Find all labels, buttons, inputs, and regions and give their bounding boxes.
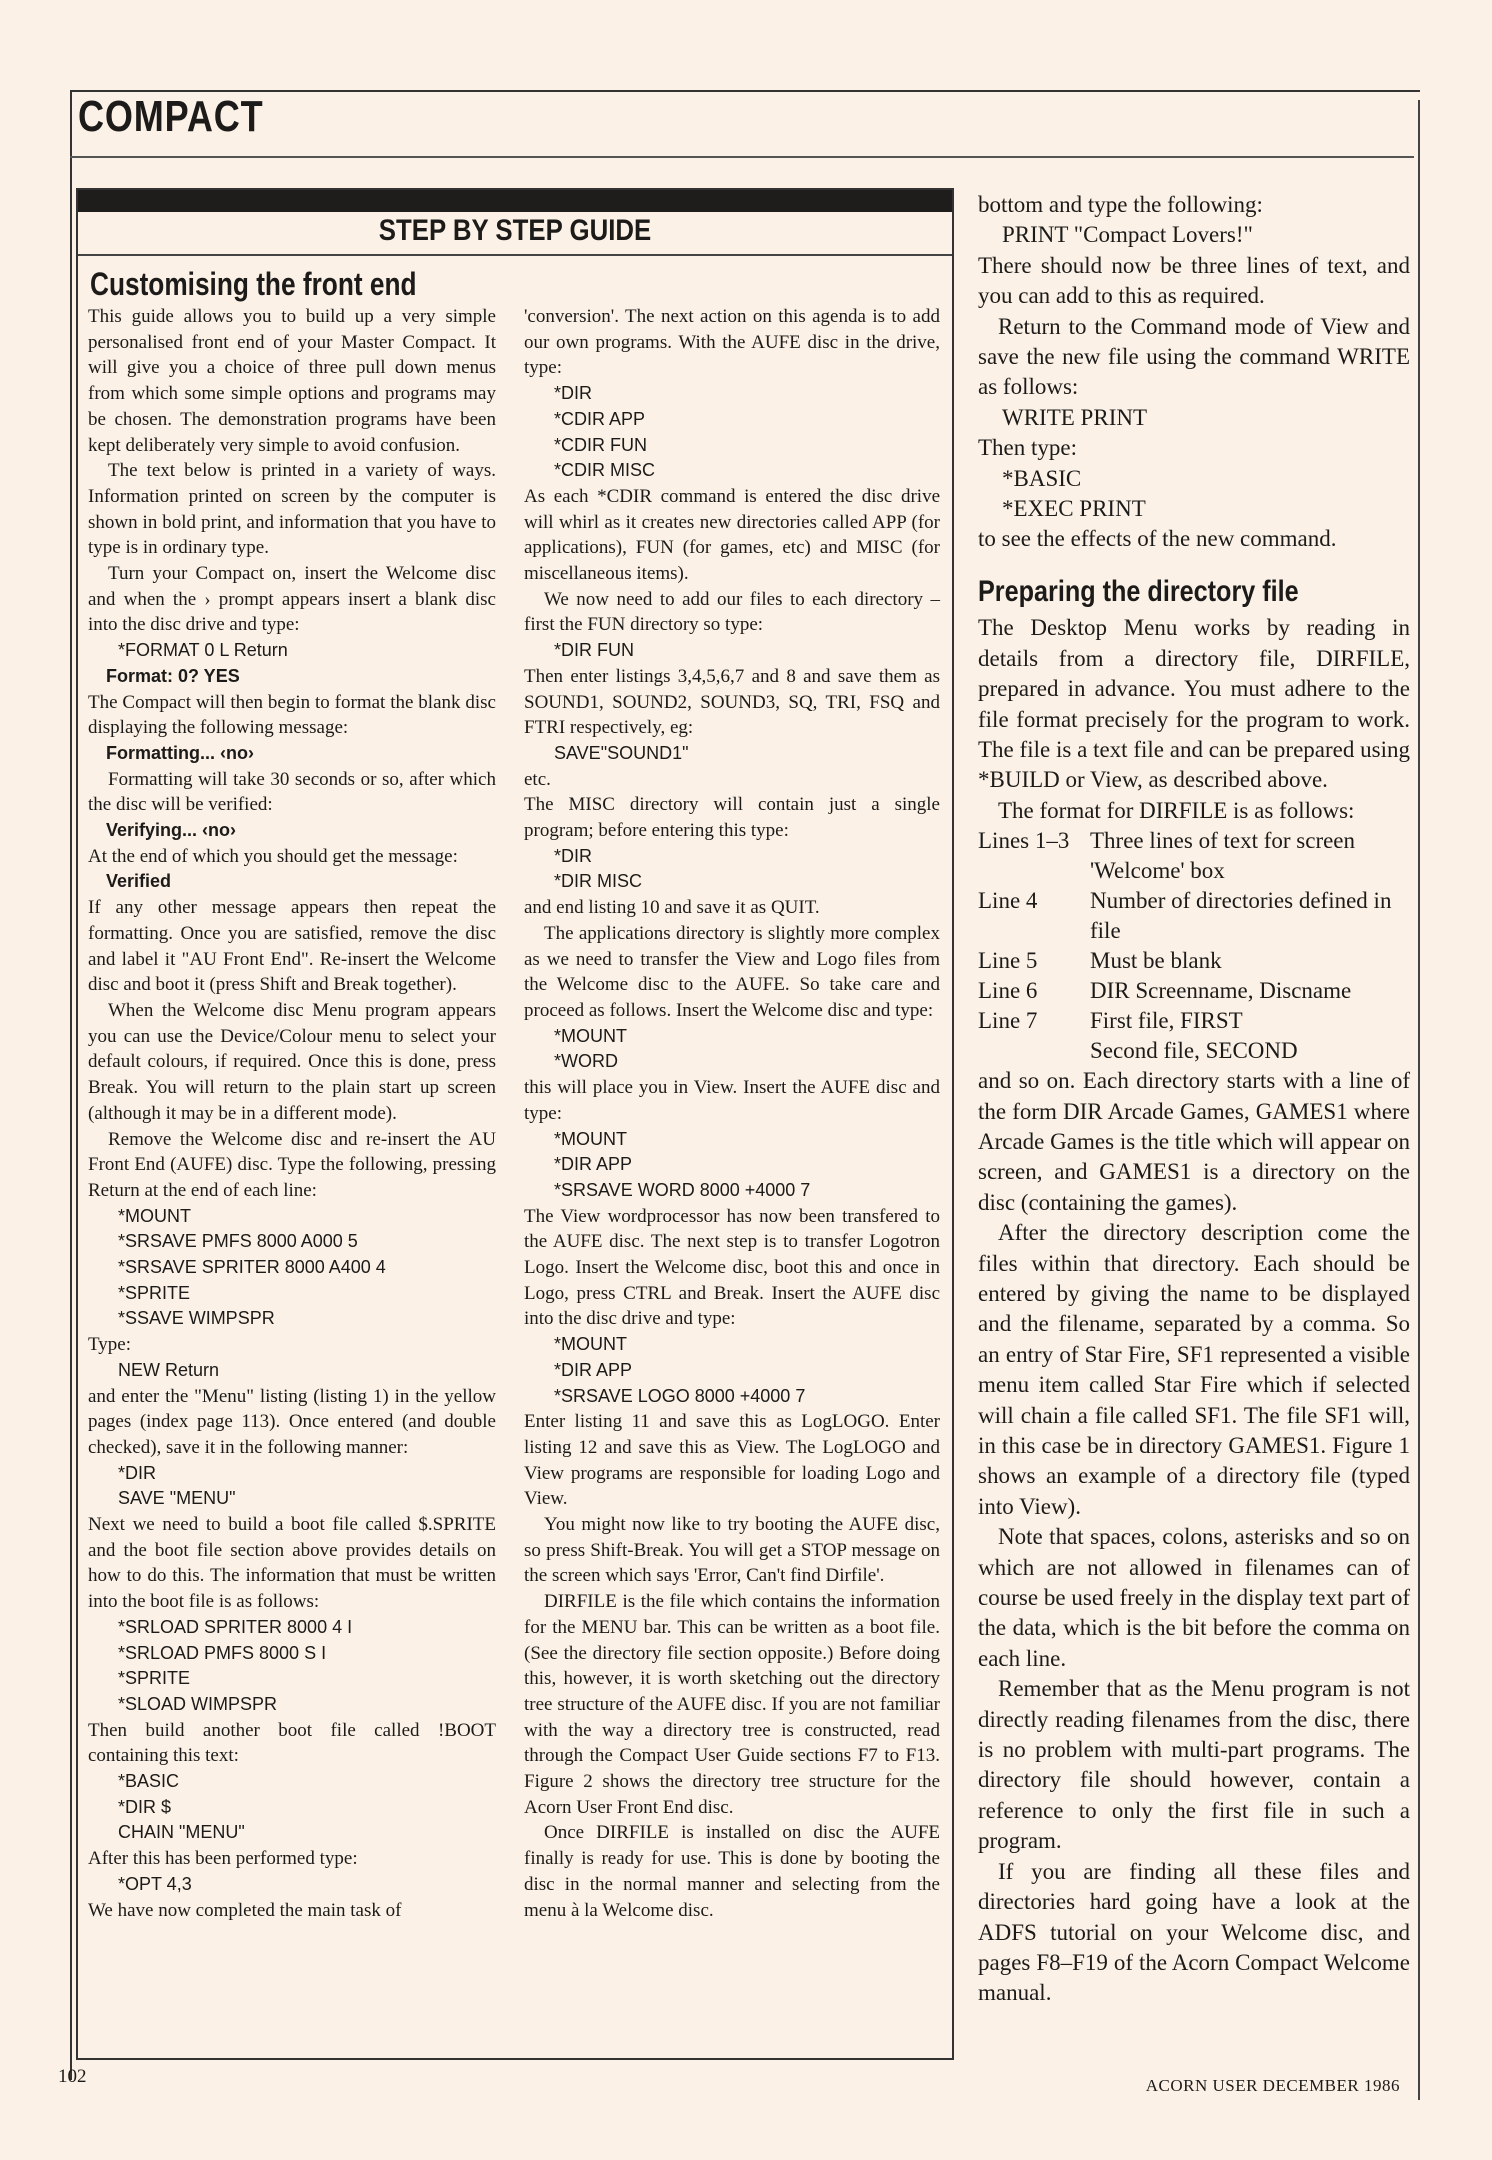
paragraph: After this has been performed type:: [88, 1848, 358, 1870]
paragraph: and enter the "Menu" listing (listing 1) in the yellow pages (index page 113). Once entered (and double checked), save it in the following manner:: [88, 1385, 496, 1458]
print-instructions: [978, 190, 1410, 555]
header-rule: [70, 156, 1414, 158]
format-line-label: Line 5: [978, 948, 1038, 974]
dirfile-format-table: [978, 826, 1410, 1066]
command-line: *SPRITE: [118, 1668, 191, 1689]
command-line: *SLOAD WIMPSPR: [118, 1693, 278, 1714]
format-line-description: Three lines of text for screen 'Welcome' box: [1090, 828, 1356, 884]
article-title: Customising the front end: [90, 266, 417, 302]
paragraph: etc.: [524, 768, 551, 790]
page-number: 102: [58, 2066, 87, 2087]
paragraph: Note that spaces, colons, asterisks and so on which are not allowed in filenames can of course be used freely in the display text part of the data, which is the bit before the comma on each line.: [978, 1524, 1410, 1671]
paragraph: Remember that as the Menu program is not directly reading filenames from the disc, there is no problem with multi-part programs. The directory file should however, contain a reference to only the first file in such a program.: [978, 1676, 1410, 1854]
paragraph: Next we need to build a boot file called $.SPRITE and the boot file section above provides details on how to do this. The information that must be written into the boot file is as follows:: [88, 1514, 496, 1613]
guide-column-1: [88, 304, 496, 1923]
paragraph: As each *CDIR command is entered the disc drive will whirl as it creates new directories called APP (for applications), FUN (for games, etc) and MISC (for miscellaneous items).: [524, 485, 940, 585]
command-line: *CDIR FUN: [554, 434, 647, 455]
paragraph: Remove the Welcome disc and re-insert the AU Front End (AUFE) disc. Type the following, pressing Return at the end of each line:: [88, 1128, 496, 1201]
paragraph: You might now like to try booting the AUFE disc, so press Shift-Break. You will get a STOP message on the screen which says 'Error, Can't find Dirfile'.: [524, 1514, 940, 1587]
paragraph: 'conversion'. The next action on this agenda is to add our own programs. With the AUFE disc in the drive, type:: [524, 306, 940, 379]
format-row: [978, 1006, 1410, 1036]
paragraph: At the end of which you should get the message:: [88, 845, 458, 867]
command-line: *DIR FUN: [554, 640, 634, 661]
paragraph: We now need to add our files to each directory – first the FUN directory so type:: [524, 588, 940, 636]
command-line: *WORD: [554, 1051, 618, 1072]
command-line: *SRLOAD PMFS 8000 S I: [118, 1642, 327, 1663]
step-guide-rule: [78, 254, 952, 256]
paragraph: Then build another boot file called !BOOT containing this text:: [88, 1719, 496, 1767]
paragraph: Then type:: [978, 435, 1077, 461]
paragraph: this will place you in View. Insert the AUFE disc and type:: [524, 1077, 940, 1124]
paragraph: Formatting will take 30 seconds or so, after which the disc will be verified:: [88, 768, 496, 816]
screen-message: Verified: [106, 871, 172, 892]
command-line: *BASIC: [118, 1771, 180, 1792]
paragraph: There should now be three lines of text, and you can add to this as required.: [978, 252, 1410, 309]
command-line: *DIR APP: [554, 1154, 633, 1175]
paragraph: The View wordprocessor has now been transfered to the AUFE disc. The next step is to transfer Logotron Logo. Insert the Welcome disc, boot this and once in Logo, press CTRL and Break. Insert the AUFE disc into the disc drive and type:: [524, 1205, 940, 1330]
step-guide-bar: [78, 190, 952, 212]
command-line: *SRLOAD SPRITER 8000 4 I: [118, 1616, 353, 1637]
paragraph: This guide allows you to build up a very simple personalised front end of your Master Compact. It will give you a choice of three pull down menus from which some simple options and programs may be chosen. The demonstration programs have been kept deliberately very simple to avoid confusion.: [88, 306, 496, 456]
paragraph: bottom and type the following:: [978, 192, 1263, 217]
command-line: *CDIR APP: [554, 408, 646, 429]
page-frame-right-rule: [1418, 100, 1420, 2100]
command-line: *SRSAVE PMFS 8000 A000 5: [118, 1231, 358, 1252]
command-line: *MOUNT: [554, 1025, 627, 1046]
format-line-description: Number of directories defined in file: [1090, 888, 1392, 944]
paragraph: The Compact will then begin to format the blank disc displaying the following message:: [88, 691, 496, 739]
paragraph: DIRFILE is the file which contains the information for the MENU bar. This can be written as a boot file. (See the directory file section opposite.) Before doing this, however, it is worth sketching out the directory tree structure of the AUFE disc. If you are not familiar with the way a directory tree is constructed, read through the Compact User Guide sections F7 to F13. Figure 2 shows the directory tree structure for the Acorn User Front End disc.: [524, 1591, 940, 1818]
command-line: *FORMAT 0 L Return: [118, 640, 288, 661]
format-line-label: [978, 1036, 1090, 1066]
command-line: *DIR: [554, 845, 593, 866]
paragraph: The applications directory is slightly more complex as we need to transfer the View and Logo files from the Welcome disc to the AUFE. So take care and proceed as follows. Insert the Welcome disc and type:: [524, 922, 940, 1021]
command-line: *EXEC PRINT: [1002, 496, 1146, 522]
command-line: *SPRITE: [118, 1282, 191, 1303]
command-line: WRITE PRINT: [1002, 404, 1148, 430]
dirfile-explanation: [978, 1066, 1410, 2009]
paragraph: Enter listing 11 and save this as LogLOGO. Enter listing 12 and save this as View. The LogLOGO and View programs are responsible for loading Logo and View.: [524, 1411, 940, 1510]
command-line: *SSAVE WIMPSPR: [118, 1308, 275, 1329]
format-row: [978, 826, 1410, 886]
step-guide-heading: STEP BY STEP GUIDE: [378, 214, 652, 247]
format-line-description: DIR Screenname, Discname: [1090, 978, 1352, 1004]
command-line: *CDIR MISC: [554, 460, 656, 481]
command-line: SAVE"SOUND1": [554, 742, 689, 763]
paragraph: Then enter listings 3,4,5,6,7 and 8 and save them as SOUND1, SOUND2, SOUND3, SQ, TRI, FSQ and FTRI respectively, eg:: [524, 665, 940, 739]
dirfile-format-intro: The format for DIRFILE is as follows:: [998, 797, 1355, 823]
format-row: [978, 1036, 1410, 1066]
publication-footer: ACORN USER DECEMBER 1986: [1145, 2076, 1400, 2095]
command-line: *DIR: [118, 1462, 157, 1483]
format-row: [978, 886, 1410, 946]
format-line-description: First file, FIRST: [1090, 1008, 1243, 1034]
paragraph: We have now completed the main task of: [88, 1899, 402, 1921]
command-line: *DIR MISC: [554, 871, 643, 892]
paragraph: When the Welcome disc Menu program appears you can use the Device/Colour menu to select your default colours, if required. Once this is done, press Break. You will return to the plain start up screen (although it may be in a different mode).: [88, 999, 496, 1124]
format-line-label: Line 6: [978, 978, 1038, 1004]
dirfile-section-title: Preparing the directory file: [978, 574, 1299, 608]
paragraph: The text below is printed in a variety of ways. Information printed on screen by the computer is shown in bold print, and information that you have to type is in ordinary type.: [88, 460, 496, 559]
format-line-label: Lines 1–3: [978, 828, 1070, 854]
paragraph: The MISC directory will contain just a single program; before entering this type:: [524, 794, 940, 842]
format-line-description: Second file, SECOND: [1090, 1038, 1298, 1064]
command-line: *SRSAVE WORD 8000 +4000 7: [554, 1179, 811, 1200]
command-line: *DIR: [554, 383, 593, 404]
paragraph: Turn your Compact on, insert the Welcome disc and when the › prompt appears insert a blank disc into the disc drive and type:: [88, 563, 496, 636]
paragraph: to see the effects of the new command.: [978, 526, 1337, 552]
command-line: *MOUNT: [118, 1205, 191, 1226]
paragraph: If any other message appears then repeat the formatting. Once you are satisfied, remove the disc and label it "AU Front End". Re-insert the Welcome disc and boot it (press Shift and Break together).: [88, 897, 496, 996]
command-line: *SRSAVE LOGO 8000 +4000 7: [554, 1385, 806, 1406]
command-line: *OPT 4,3: [118, 1873, 192, 1894]
command-line: CHAIN "MENU": [118, 1822, 245, 1843]
section-header: COMPACT: [78, 92, 264, 141]
format-row: [978, 976, 1410, 1006]
paragraph: and so on. Each directory starts with a line of the form DIR Arcade Games, GAMES1 where Arcade Games is the title which will appear on screen, and GAMES1 is a directory on the disc (containing the games).: [978, 1068, 1410, 1215]
paragraph: If you are finding all these files and directories hard going have a look at the ADFS tutorial on your Welcome disc, and pages F8–F19 of the Acorn Compact Welcome manual.: [978, 1858, 1410, 2006]
guide-column-2: [524, 304, 940, 1923]
command-line: NEW Return: [118, 1359, 220, 1380]
screen-message: Verifying... ‹no›: [106, 820, 237, 841]
screen-message: Format: 0? YES: [106, 665, 240, 686]
command-line: *DIR APP: [554, 1359, 633, 1380]
format-line-description: Must be blank: [1090, 948, 1222, 974]
paragraph: Type:: [88, 1334, 131, 1356]
command-line: *MOUNT: [554, 1128, 627, 1149]
paragraph: Return to the Command mode of View and save the new file using the command WRITE as follows:: [978, 313, 1410, 400]
screen-message: Formatting... ‹no›: [106, 742, 254, 763]
paragraph: and end listing 10 and save it as QUIT.: [524, 897, 820, 919]
paragraph: After the directory description come the files within that directory. Each should be entered by giving the name to be displayed and the filename, separated by a comma. So an entry of Star Fire, SF1 represented a visible menu item called Star Fire which if selected will chain a file called SF1. The file SF1 will, in this case be in directory GAMES1. Figure 1 shows an example of a directory file (typed into View).: [978, 1220, 1410, 1519]
command-line: *DIR $: [118, 1796, 172, 1817]
command-line: *BASIC: [1002, 465, 1082, 491]
command-line: *MOUNT: [554, 1334, 627, 1355]
format-line-label: Line 4: [978, 888, 1038, 914]
paragraph: Once DIRFILE is installed on disc the AUFE finally is ready for use. This is done by booting the disc in the normal manner and selecting from the menu à la Welcome disc.: [524, 1822, 940, 1921]
command-line: SAVE "MENU": [118, 1488, 236, 1509]
command-line: PRINT "Compact Lovers!": [1002, 222, 1253, 248]
format-line-label: Line 7: [978, 1008, 1038, 1034]
dirfile-intro: The Desktop Menu works by reading in details from a directory file, DIRFILE, prepared in advance. You must adhere to the file format precisely for the program to work. The file is a text file and can be prepared using *BUILD or View, as described above.: [978, 615, 1410, 793]
right-column: [978, 190, 1410, 2009]
command-line: *SRSAVE SPRITER 8000 A400 4: [118, 1257, 386, 1278]
format-row: [978, 946, 1410, 976]
